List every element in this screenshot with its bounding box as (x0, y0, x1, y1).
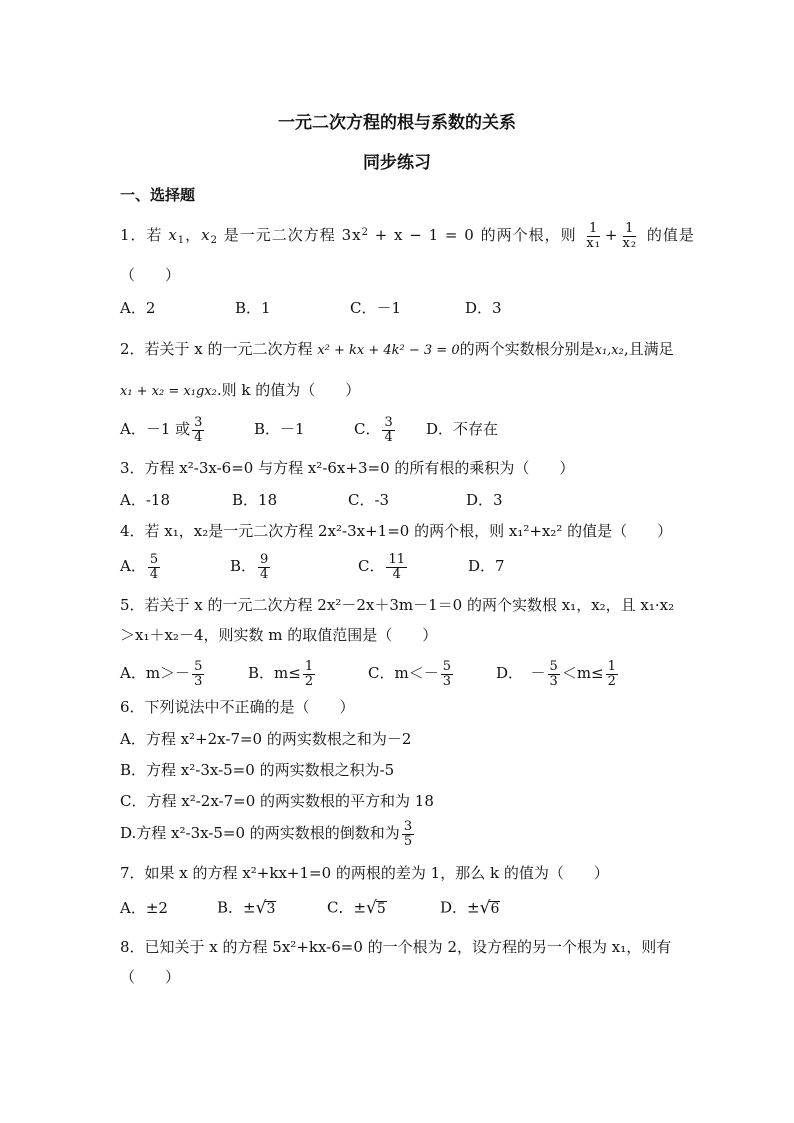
option-b: B．－1 (254, 420, 305, 439)
page-subtitle: 同步练习 (363, 153, 431, 173)
question-5-stem-line2: ＞x₁＋x₂－4，则实数 m 的取值范围是（ ） (120, 626, 438, 644)
option-d: D．3 (465, 299, 502, 317)
option-a: A． $\frac{5}{4}$ (120, 552, 159, 582)
option-c: C． $\frac{3}{4}$ (354, 415, 393, 445)
question-8-stem: 8．已知关于 x 的方程 5x²+kx-6=0 的一个根为 2，设方程的另一个根为 x₁，则有 (120, 938, 672, 956)
option-b: B．1 (235, 299, 271, 317)
section-heading: 一、选择题 (120, 186, 196, 204)
option-a: A．－1 或 $\frac{3}{4}$ (120, 415, 203, 445)
option-d: D．± √ 6 (440, 898, 500, 918)
option-c: C．-3 (348, 491, 390, 509)
option-b: B．m≤ $\frac{1}{2}$ (248, 659, 314, 689)
sqrt-symbol: √ 3 (255, 898, 276, 918)
option-a: A．m＞－ $\frac{5}{3}$ (120, 659, 203, 689)
question-6-stem: 6．下列说法中不正确的是（ ） (120, 698, 355, 716)
question-3-stem: 3．方程 x²-3x-6=0 与方程 x²-6x+3=0 的所有根的乘积为（ ） (120, 459, 575, 477)
option-a: A．2 (120, 299, 156, 317)
question-6-option-b: B．方程 x²-3x-5=0 的两实数根之积为-5 (120, 761, 395, 779)
question-6-option-c: C．方程 x²-2x-7=0 的两实数根的平方和为 18 (120, 792, 434, 810)
question-6-option-d: D.方程 x²-3x-5=0 的两实数根的倒数和为 $\frac{3}{5}$ (120, 819, 413, 849)
question-2-options (120, 416, 498, 444)
question-7-options (120, 900, 500, 917)
question-1-paren: （ ） (120, 266, 181, 284)
fraction: $\frac{1}{\text{x₂}}$ (622, 221, 638, 251)
question-7-stem: 7．如果 x 的方程 x²+kx+1=0 的两根的差为 1，那么 k 的值为（ ） (120, 864, 609, 882)
sqrt-symbol: √ 6 (479, 898, 500, 918)
option-a: A．-18 (120, 491, 170, 509)
question-6-option-a: A．方程 x²+2x-7=0 的两实数根之和为－2 (120, 730, 412, 748)
option-c: C．－1 (350, 299, 402, 317)
question-1-stem: 1．若 $x_1$，$x_2$ 是一元二次方程 $3x^2 + x - 1 = 0$ 的两个根，则 $\frac{1}{\text{x₁}}$ + $\frac{1}{\text{x₂}}$ 的值是 (120, 221, 695, 251)
page-title: 一元二次方程的根与系数的关系 (278, 113, 516, 133)
question-5-options (120, 660, 620, 688)
question-4-stem: 4．若 x₁，x₂是一元二次方程 2x²-3x+1=0 的两个根，则 x₁²+x₂² 的值是（ ） (120, 522, 673, 540)
option-b: B．18 (232, 491, 278, 509)
option-d: D．7 (468, 557, 505, 576)
option-d: D．3 (466, 491, 503, 509)
question-1-options (120, 301, 502, 316)
option-c: C． $\frac{11}{4}$ (358, 552, 406, 582)
option-c: C．± √ 5 (327, 898, 386, 918)
question-4-options (120, 553, 505, 581)
option-d: D．不存在 (426, 420, 499, 439)
question-2-stem: 2．若关于 x 的一元二次方程 x² + kx + 4k² − 3 = 0的两个实数根分别是x₁,x₂,且满足 (120, 340, 674, 358)
option-c: C．m＜－ $\frac{5}{3}$ (368, 659, 451, 689)
option-b: B．± √ 3 (217, 898, 276, 918)
question-8-paren: （ ） (120, 968, 181, 986)
q1-equation: $3x^2 + x - 1 = 0$ (341, 226, 475, 245)
option-b: B． $\frac{9}{4}$ (230, 552, 269, 582)
fraction: $\frac{1}{\text{x₁}}$ (586, 221, 601, 251)
question-3-options (120, 493, 503, 508)
option-a: A．±2 (120, 898, 168, 917)
option-d: D． － $\frac{5}{3}$ ＜m≤ $\frac{1}{2}$ (496, 659, 616, 689)
sqrt-symbol: √ 5 (366, 898, 386, 918)
question-2-condition: x₁ + x₂ = x₁gx₂.则 k 的值为（ ） (120, 381, 361, 399)
question-5-stem-line1: 5．若关于 x 的一元二次方程 2x²－2x＋3m－1＝0 的两个实数根 x₁，x₂，且 x₁·x₂ (120, 596, 675, 614)
